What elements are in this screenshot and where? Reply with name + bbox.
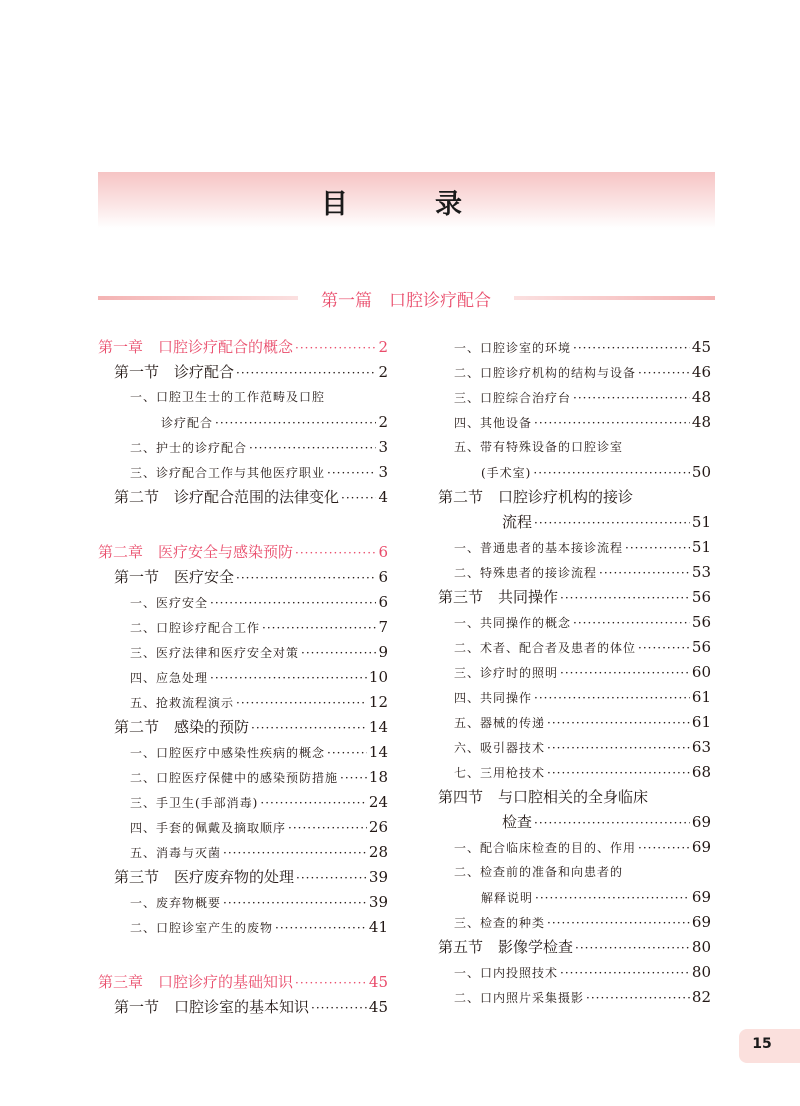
toc-item-entry[interactable] [438,660,711,685]
toc-entry-title: 一、口腔诊室的环境 [454,341,572,355]
toc-entry-title: 三、手卫生(手部消毒) [130,796,259,810]
toc-leader-dots [547,736,690,761]
toc-entry-page: 45 [368,973,388,991]
toc-leader-dots [236,691,367,716]
toc-entry-title: 一、废弃物概要 [130,896,222,910]
toc-entry-title: 第一节 诊疗配合 [114,363,235,381]
toc-item-entry[interactable] [438,985,711,1010]
toc-entry-page: 51 [691,538,711,556]
toc-entry-title: (手术室) [481,466,532,480]
toc-leader-dots [534,686,690,711]
toc-leader-dots [262,616,376,641]
toc-leader-dots [236,361,376,386]
toc-item-entry[interactable] [98,790,388,815]
toc-entry-page: 6 [378,593,388,611]
toc-entry-title: 第二章 医疗安全与感染预防 [98,543,294,561]
toc-item-entry[interactable] [98,385,388,410]
toc-entry-title: 一、共同操作的概念 [454,616,572,630]
toc-item-entry[interactable] [438,685,711,710]
toc-entry-page: 2 [378,363,388,381]
toc-leader-dots [295,971,367,996]
toc-leader-dots [288,816,367,841]
toc-leader-dots [575,936,690,961]
toc-leader-dots [249,436,376,461]
toc-entry-page: 56 [691,588,711,606]
toc-entry-title: 二、口腔诊室产生的废物 [130,921,274,935]
toc-entry-title: 二、口内照片采集摄影 [454,991,585,1005]
toc-leader-dots [560,961,690,986]
page-number-tab [739,1029,800,1063]
toc-item-entry[interactable] [98,615,388,640]
toc-entry-page: 39 [368,868,388,886]
toc-entry-title: 二、护士的诊疗配合 [130,441,248,455]
toc-entry-title: 三、口腔综合治疗台 [454,391,572,405]
toc-entry-title: 二、口腔诊疗配合工作 [130,621,261,635]
toc-entry-page: 68 [691,763,711,781]
toc-leader-dots [260,791,367,816]
toc-section-entry[interactable] [98,995,388,1020]
page-number: 15 [752,1036,772,1052]
toc-entry-page: 82 [691,988,711,1006]
page-title: 目 录 [321,189,492,220]
toc-leader-dots [223,841,367,866]
toc-entry-title: 四、应急处理 [130,671,209,685]
toc-leader-dots [547,761,690,786]
toc-leader-dots [223,891,367,916]
toc-leader-dots [573,386,690,411]
toc-section-entry[interactable] [438,585,711,610]
toc-entry-page: 6 [378,543,388,561]
toc-item-entry[interactable] [98,460,388,485]
toc-leader-dots [295,541,376,566]
toc-entry-title: 诊疗配合 [161,416,214,430]
toc-leader-dots [236,566,376,591]
toc-entry-page: 48 [691,413,711,431]
toc-entry-page: 69 [691,888,711,906]
toc-section-entry[interactable] [98,865,388,890]
toc-entry-title: 六、吸引器技术 [454,741,546,755]
toc-entry-page: 50 [691,463,711,481]
toc-item-entry[interactable] [438,610,711,635]
toc-entry-title: 四、手套的佩戴及摘取顺序 [130,821,287,835]
toc-item-entry[interactable] [98,665,388,690]
toc-entry-title: 三、诊疗配合工作与其他医疗职业 [130,466,326,480]
toc-chapter-entry[interactable] [98,540,388,565]
toc-leader-dots [573,336,690,361]
toc-entry-page: 60 [691,663,711,681]
toc-item-entry[interactable] [438,535,711,560]
toc-leader-dots [215,411,376,436]
toc-entry-page: 9 [378,643,388,661]
toc-leader-dots [533,461,690,486]
toc-leader-dots [327,741,367,766]
toc-entry-title: 三、医疗法律和医疗安全对策 [130,646,300,660]
toc-entry-title: 第三节 共同操作 [438,588,559,606]
toc-leader-dots [534,511,690,536]
toc-section-entry[interactable] [98,715,388,740]
section-gap [98,510,388,540]
toc-item-entry[interactable] [438,760,711,785]
toc-entry-title: 四、其他设备 [454,416,533,430]
toc-item-entry[interactable] [438,910,711,935]
toc-entry-title: 第五节 影像学检查 [438,938,574,956]
toc-item-entry[interactable] [438,410,711,435]
toc-entry-page: 45 [368,998,388,1016]
toc-leader-dots [301,641,376,666]
toc-item-entry[interactable] [438,435,711,460]
toc-entry-title: 一、口腔医疗中感染性疾病的概念 [130,746,326,760]
toc-entry-page: 56 [691,638,711,656]
toc-leader-dots [547,911,690,936]
toc-entry-title: 二、特殊患者的接诊流程 [454,566,598,580]
toc-leader-dots [340,766,367,791]
toc-leader-dots [534,411,690,436]
toc-entry-page: 45 [691,338,711,356]
toc-entry-page: 41 [368,918,388,936]
toc-leader-dots [341,486,376,511]
toc-entry-page: 69 [691,913,711,931]
toc-item-entry[interactable] [98,765,388,790]
toc-chapter-entry[interactable] [98,970,388,995]
toc-chapter-entry[interactable] [98,335,388,360]
toc-entry-title: 解释说明 [481,891,534,905]
toc-item-entry[interactable] [438,385,711,410]
toc-item-entry[interactable] [98,740,388,765]
toc-entry-title: 五、带有特殊设备的口腔诊室 [454,440,624,454]
toc-entry-page: 3 [378,463,388,481]
toc-entry-title: 第四节 与口腔相关的全身临床 [438,788,649,806]
toc-entry-title: 第二节 口腔诊疗机构的接诊 [438,488,634,506]
toc-item-entry[interactable] [98,815,388,840]
part-title: 第一篇 口腔诊疗配合 [321,291,491,311]
toc-leader-dots [625,536,690,561]
toc-item-entry[interactable] [98,690,388,715]
toc-item-entry[interactable] [98,840,388,865]
toc-leader-dots [638,636,690,661]
toc-item-entry[interactable] [438,335,711,360]
part-divider-left [98,296,298,300]
toc-entry-page: 53 [691,563,711,581]
toc-entry-page: 18 [368,768,388,786]
toc-entry-title: 三、诊疗时的照明 [454,666,559,680]
toc-entry-title: 四、共同操作 [454,691,533,705]
toc-entry-page: 12 [368,693,388,711]
toc-entry-title: 流程 [502,513,533,531]
toc-item-entry[interactable] [98,640,388,665]
toc-item-entry-continued[interactable] [438,460,711,485]
toc-entry-title: 一、配合临床检查的目的、作用 [454,841,637,855]
toc-item-entry[interactable] [438,710,711,735]
toc-leader-dots [638,836,690,861]
toc-entry-page: 14 [368,718,388,736]
toc-left-column [98,335,388,1020]
toc-entry-title: 五、消毒与灭菌 [130,846,222,860]
toc-entry-page: 61 [691,713,711,731]
toc-item-entry[interactable] [438,960,711,985]
toc-entry-page: 26 [368,818,388,836]
toc-entry-page: 46 [691,363,711,381]
toc-entry-page: 24 [368,793,388,811]
toc-leader-dots [251,716,367,741]
toc-entry-page: 39 [368,893,388,911]
toc-item-entry[interactable] [98,590,388,615]
toc-entry-page: 48 [691,388,711,406]
toc-entry-title: 一、普通患者的基本接诊流程 [454,541,624,555]
toc-entry-page: 3 [378,438,388,456]
toc-entry-page: 51 [691,513,711,531]
toc-entry-title: 七、三用枪技术 [454,766,546,780]
toc-entry-title: 第三节 医疗废弃物的处理 [114,868,295,886]
toc-item-entry-continued[interactable] [98,410,388,435]
toc-entry-page: 56 [691,613,711,631]
toc-entry-title: 第二节 感染的预防 [114,718,250,736]
toc-section-entry[interactable] [438,485,711,510]
toc-entry-title: 第二节 诊疗配合范围的法律变化 [114,488,340,506]
toc-entry-title: 二、口腔诊疗机构的结构与设备 [454,366,637,380]
toc-entry-page: 80 [691,963,711,981]
toc-item-entry[interactable] [98,890,388,915]
toc-entry-page: 69 [691,838,711,856]
toc-entry-page: 28 [368,843,388,861]
toc-leader-dots [275,916,367,941]
toc-section-entry[interactable] [98,565,388,590]
toc-leader-dots [210,591,376,616]
toc-entry-page: 14 [368,743,388,761]
part-divider-right [514,296,715,300]
toc-entry-page: 7 [378,618,388,636]
toc-entry-title: 二、检查前的准备和向患者的 [454,865,624,879]
toc-leader-dots [210,666,367,691]
toc-section-entry[interactable] [98,485,388,510]
toc-entry-page: 2 [378,338,388,356]
toc-entry-page: 4 [378,488,388,506]
toc-entry-page: 2 [378,413,388,431]
toc-right-column [438,335,711,1010]
toc-section-entry[interactable] [98,360,388,385]
toc-leader-dots [560,661,690,686]
toc-entry-page: 69 [691,813,711,831]
toc-entry-title: 第一节 口腔诊室的基本知识 [114,998,310,1016]
toc-leader-dots [560,586,690,611]
toc-entry-title: 一、医疗安全 [130,596,209,610]
toc-entry-title: 三、检查的种类 [454,916,546,930]
toc-item-entry-continued[interactable] [438,885,711,910]
toc-leader-dots [311,996,367,1021]
toc-item-entry[interactable] [438,860,711,885]
toc-entry-page: 10 [368,668,388,686]
toc-section-entry[interactable] [438,785,711,810]
toc-entry-title: 第三章 口腔诊疗的基础知识 [98,973,294,991]
toc-entry-title: 检查 [502,813,533,831]
toc-item-entry[interactable] [438,835,711,860]
toc-entry-title: 二、术者、配合者及患者的体位 [454,641,637,655]
toc-leader-dots [573,611,690,636]
toc-item-entry[interactable] [98,915,388,940]
toc-entry-title: 五、抢救流程演示 [130,696,235,710]
toc-item-entry[interactable] [438,560,711,585]
toc-item-entry[interactable] [98,435,388,460]
toc-section-entry-continued[interactable] [438,510,711,535]
toc-section-entry-continued[interactable] [438,810,711,835]
toc-entry-title: 五、器械的传递 [454,716,546,730]
toc-entry-title: 第一节 医疗安全 [114,568,235,586]
toc-entry-title: 一、口内投照技术 [454,966,559,980]
toc-entry-title: 二、口腔医疗保健中的感染预防措施 [130,771,339,785]
toc-item-entry[interactable] [438,635,711,660]
toc-entry-page: 63 [691,738,711,756]
toc-leader-dots [327,461,376,486]
toc-entry-title: 一、口腔卫生士的工作范畴及口腔 [130,390,326,404]
toc-leader-dots [638,361,690,386]
title-band [98,172,715,228]
toc-entry-title: 第一章 口腔诊疗配合的概念 [98,338,294,356]
section-gap [98,940,388,970]
toc-leader-dots [296,866,367,891]
toc-leader-dots [295,336,376,361]
toc-entry-page: 6 [378,568,388,586]
toc-leader-dots [586,986,690,1011]
toc-leader-dots [535,886,690,911]
toc-leader-dots [547,711,690,736]
toc-leader-dots [599,561,690,586]
toc-item-entry[interactable] [438,360,711,385]
toc-item-entry[interactable] [438,735,711,760]
toc-entry-page: 80 [691,938,711,956]
toc-entry-page: 61 [691,688,711,706]
toc-section-entry[interactable] [438,935,711,960]
toc-leader-dots [534,811,690,836]
